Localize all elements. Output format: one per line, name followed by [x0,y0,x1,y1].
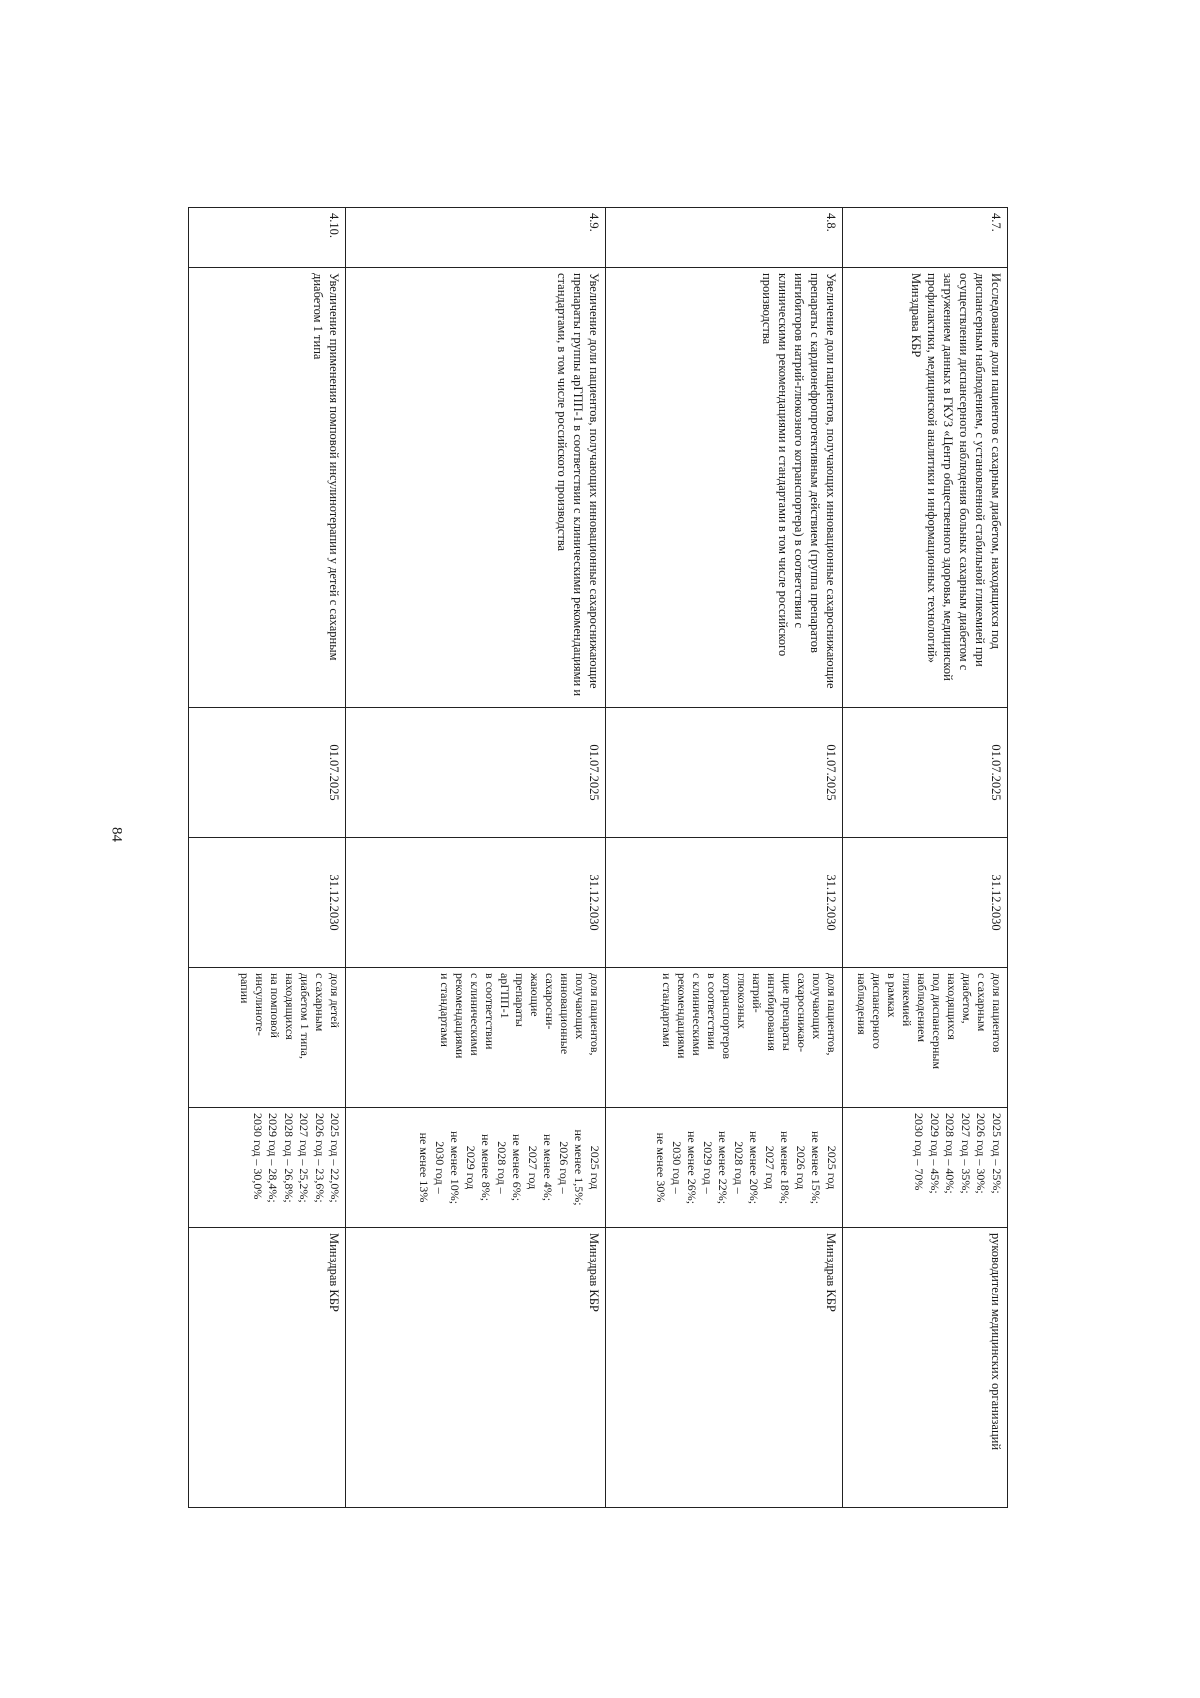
event-description: Увеличение доли пациентов, получающих инновационные сахароснижающие препараты с кардионефропротективным действием (группа препаратов ингибиторов натрий-глюкозного котранспортера) в соответствии с клиническими рекомендациями и стандартами в том числе российского производства [605,268,842,708]
executor: Минздрав КБР [346,1228,606,1508]
target-value: 2030 год – 70% [912,1113,927,1191]
measures-table [188,207,1008,1508]
start-date: 01.07.2025 [189,708,346,838]
indicator-cell [605,968,842,1108]
target-value: 2030 год – [669,1141,684,1194]
indicator-cell [842,968,1007,1108]
target-value: не менее 10%; [448,1130,463,1205]
target-value: 2028 год – 40%; [943,1113,958,1194]
table-row [189,208,346,1508]
page-number: 84 [108,827,125,842]
target-value: 2025 год – 25%; [990,1113,1004,1194]
indicator-text: доля пациентов, получающих инновационные сахаросни- жающие препараты арГПП-1 в соответствии с клиническими рекомендациями и стандартами [437,973,602,1059]
indicator-cell [189,968,346,1108]
target-value: 2030 год – [432,1141,447,1194]
target-values [346,1108,606,1228]
end-date: 31.12.2030 [189,838,346,968]
indicator-text: доля пациентов, получающих сахароснижаю- щие препараты ингибирования натрий- глюкозных котранспортеров в соответствии с клиническими рекомендациями и стандартами [659,973,839,1060]
start-date: 01.07.2025 [842,708,1007,838]
target-value: 2030 год – 30,0% [250,1113,265,1200]
target-value: 2027 год – 25,2%; [297,1113,312,1203]
event-description: Исследование доли пациентов с сахарным диабетом, находящихся под диспансерным наблюдением, с установленной стабильной гликемией при осуществлении диспансерного наблюдения больных сахарным диабетом с загружением данных в ГКУЗ «Центр общественного здоровья, медицинской профилактики, медицинской аналитики и информационных технологий» Минздрава КБР [842,268,1007,708]
target-value: не менее 15%; [809,1130,824,1205]
target-value: не менее 22%; [716,1130,731,1205]
row-number: 4.8. [605,208,842,268]
indicator-text: доля детей с сахарным диабетом 1 типа, находящихся на помповой инсулиноте- рапии [238,973,343,1059]
target-value: не менее 30% [654,1132,669,1203]
row-number: 4.10. [189,208,346,268]
end-date: 31.12.2030 [842,838,1007,968]
target-value: 2025 год [824,1145,839,1190]
target-value: 2028 год – [731,1141,746,1194]
target-value: не менее 20%; [747,1130,762,1205]
target-value: 2027 год [525,1145,540,1190]
indicator-cell [346,968,606,1108]
target-values [605,1108,842,1228]
executor: Минздрав КБР [189,1228,346,1508]
target-value: 2026 год – [556,1141,571,1194]
table-row [842,208,1007,1508]
table-row [346,208,606,1508]
target-values [842,1108,1007,1228]
indicator-text: доля пациентов с сахарным диабетом, находящихся под диспансерным наблюдением гликемией в рамках диспансерного наблюдения [855,973,1004,1070]
target-value: 2026 год – 30%; [974,1113,989,1194]
row-number: 4.7. [842,208,1007,268]
target-value: 2029 год – 45%; [928,1113,942,1194]
end-date: 31.12.2030 [605,838,842,968]
event-description: Увеличение доли пациентов, получающих инновационные сахароснижающие препараты группы арГПП-1 в соответствии с клиническими рекомендациями и стандартами, в том числе российского производства [346,268,606,708]
target-value: 2028 год – 26,8%; [281,1113,296,1203]
target-value: 2025 год [587,1145,602,1190]
event-description: Увеличение применения помповой инсулинотерапии у детей с сахарным диабетом 1 типа [189,268,346,708]
executor: Минздрав КБР [605,1228,842,1508]
target-value: 2026 год – 23,6%; [312,1113,327,1203]
start-date: 01.07.2025 [346,708,606,838]
target-value: 2026 год [793,1145,808,1190]
row-number: 4.9. [346,208,606,268]
table-row [605,208,842,1508]
end-date: 31.12.2030 [346,838,606,968]
target-value: 2029 год [463,1145,478,1190]
target-value: не менее 6%; [510,1133,525,1202]
target-value: 2027 год [762,1145,777,1190]
rotated-table-container [188,207,1008,1507]
target-value: 2028 год – [494,1141,509,1194]
target-value: не менее 4%; [541,1133,556,1202]
target-value: не менее 13% [417,1132,432,1203]
target-value: 2025 год – 22,0%; [328,1113,343,1203]
target-value: 2027 год – 35%; [959,1113,973,1194]
start-date: 01.07.2025 [605,708,842,838]
executor: руководители медицинских организаций [842,1228,1007,1508]
target-values [189,1108,346,1228]
target-value: не менее 1,5%; [572,1129,587,1206]
target-value: не менее 8%; [479,1133,494,1202]
target-value: не менее 26%; [685,1130,700,1205]
target-value: 2029 год – 28,4%; [266,1113,281,1203]
target-value: не менее 18%; [778,1130,793,1205]
target-value: 2029 год – [700,1141,715,1194]
